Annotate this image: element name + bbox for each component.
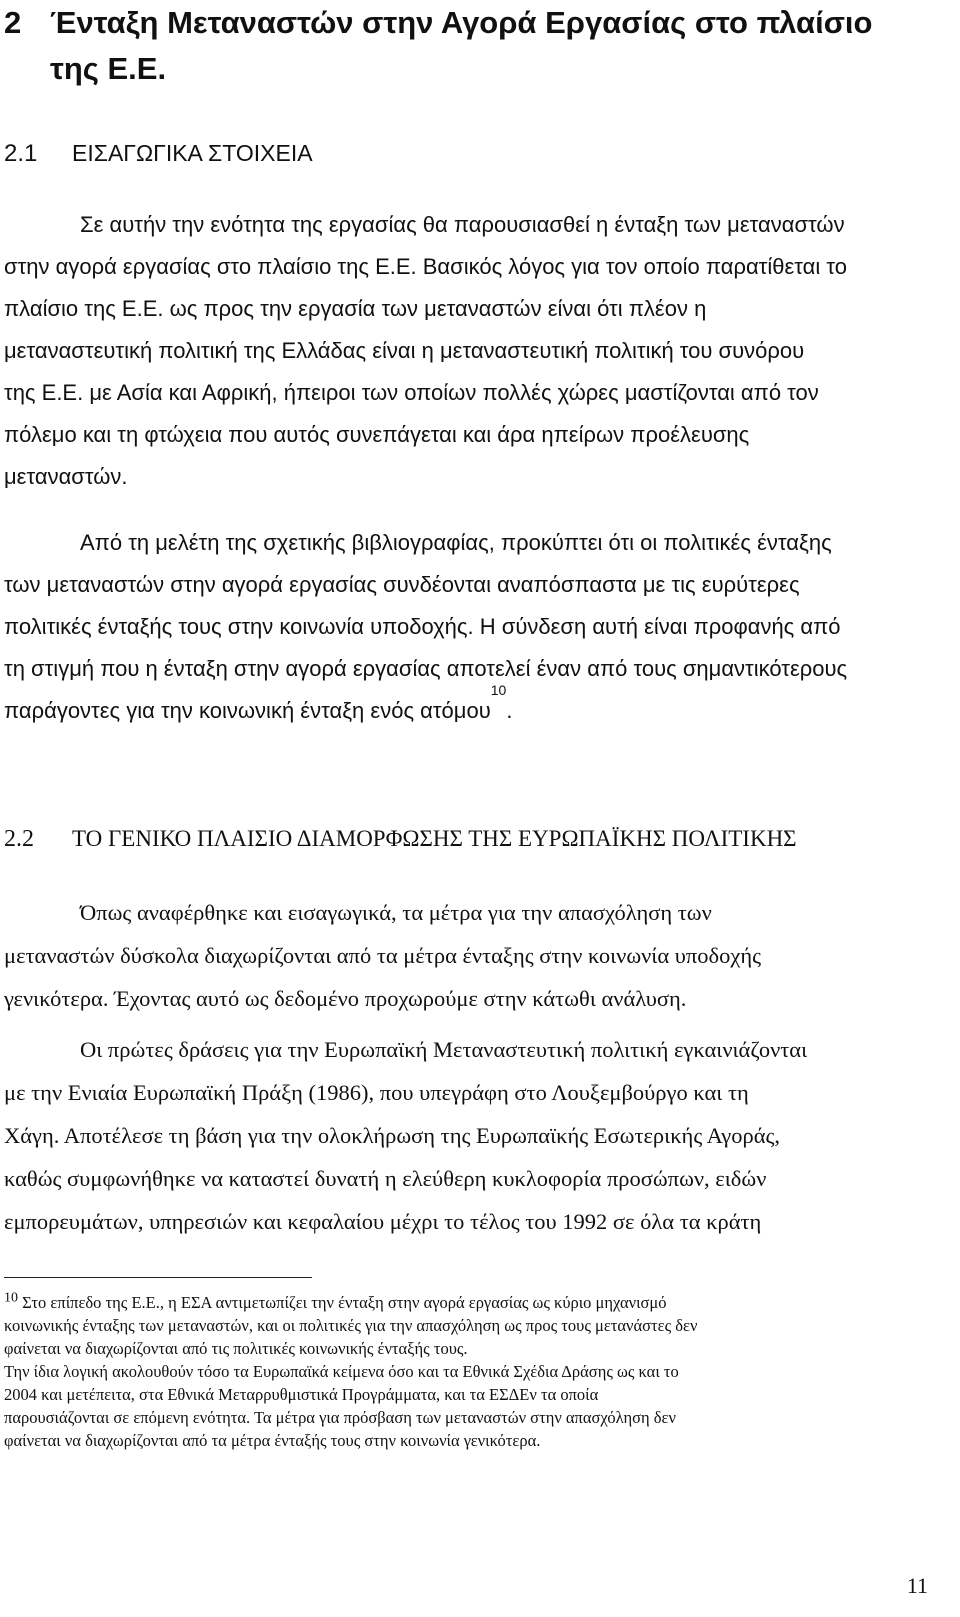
footnote-line: φαίνεται να διαχωρίζονται από τις πολιτικές κοινωνικής ένταξής τους.: [4, 1339, 468, 1358]
text-line: Από τη μελέτη της σχετικής βιβλιογραφίας, προκύπτει ότι οι πολιτικές ένταξης: [80, 530, 832, 555]
chapter-title-line-1: Ένταξη Μεταναστών στην Αγορά Εργασίας στο πλαίσιο: [50, 5, 873, 40]
section-title: ΤΟ ΓΕΝΙΚΟ ΠΛΑΙΣΙΟ ΔΙΑΜΟΡΦΩΣΗΣ ΤΗΣ ΕΥΡΩΠΑΪΚΗΣ ΠΟΛΙΤΙΚΗΣ: [72, 826, 797, 851]
text-line: πολιτικές ένταξής τους στην κοινωνία υποδοχής. Η σύνδεση αυτή είναι προφανής από: [4, 614, 841, 639]
text-line: με την Ενιαία Ευρωπαϊκή Πράξη (1986), που υπεγράφη στο Λουξεμβούργο και τη: [4, 1080, 749, 1105]
footnote-line: κοινωνικής ένταξης των μεταναστών, και οι πολιτικές για την απασχόληση ως προς τους μετανάστες δεν: [4, 1316, 698, 1335]
text-line: μεταναστών δύσκολα διαχωρίζονται από τα μέτρα ένταξης στην κοινωνία υποδοχής: [4, 943, 762, 968]
section-heading-2-1: [4, 140, 313, 168]
text-line: γενικότερα. Έχοντας αυτό ως δεδομένο προχωρούμε στην κάτωθι ανάλυση.: [4, 986, 687, 1011]
text-line: Χάγη. Αποτέλεσε τη βάση για την ολοκλήρωση της Ευρωπαϊκής Εσωτερικής Αγοράς,: [4, 1123, 781, 1148]
text-line: της Ε.Ε. με Ασία και Αφρική, ήπειροι των οποίων πολλές χώρες μαστίζονται από τον: [4, 380, 819, 405]
footnote: [4, 1291, 930, 1452]
text-line: Οι πρώτες δράσεις για την Ευρωπαϊκή Μεταναστευτική πολιτική εγκαινιάζονται: [80, 1037, 808, 1062]
text-line: των μεταναστών στην αγορά εργασίας συνδέονται αναπόσπαστα με τις ευρύτερες: [4, 572, 800, 597]
footnote-line: 2004 και μετέπειτα, στα Εθνικά Μεταρρυθμιστικά Προγράμματα, και τα ΕΣΔΕν τα οποία: [4, 1385, 599, 1404]
text-line: Όπως αναφέρθηκε και εισαγωγικά, τα μέτρα για την απασχόληση των: [80, 900, 712, 925]
text-line: παράγοντες για την κοινωνική ένταξη ενός ατόμου 10 .: [4, 690, 930, 732]
text-line: Σε αυτήν την ενότητα της εργασίας θα παρουσιασθεί η ένταξη των μεταναστών: [80, 212, 845, 237]
text-line: μεταναστευτική πολιτική της Ελλάδας είναι η μεταναστευτική πολιτική του συνόρου: [4, 338, 805, 363]
text-line: πλαίσιο της Ε.Ε. ως προς την εργασία των μεταναστών είναι ότι πλέον η: [4, 296, 707, 321]
chapter-title-line-2: της Ε.Ε.: [50, 51, 167, 86]
footnote-line: φαίνεται να διαχωρίζονται από τα μέτρα ένταξής τους στην κοινωνία γενικότερα.: [4, 1431, 541, 1450]
text-line: εμπορευμάτων, υπηρεσιών και κεφαλαίου μέχρι το τέλος του 1992 σε όλα τα κράτη: [4, 1209, 762, 1234]
section-number: 2.2: [4, 826, 34, 852]
footnote-line: $^{10}$ Στο επίπεδο της Ε.Ε., η ΕΣΑ αντιμετωπίζει την ένταξη στην αγορά εργασίας ως κύριο μηχανισμό: [4, 1290, 667, 1312]
section-number: 2.1: [4, 140, 38, 167]
footnote-separator: [4, 1277, 312, 1278]
text-line: πόλεμο και τη φτώχεια που αυτός συνεπάγεται και άρα ηπείρων προέλευσης: [4, 422, 750, 447]
footnote-line: παρουσιάζονται σε επόμενη ενότητα. Τα μέτρα για πρόσβαση των μεταναστών στην απασχόληση δεν: [4, 1408, 676, 1427]
chapter-number: 2: [4, 5, 22, 40]
paragraph-2-1-a: [4, 204, 930, 498]
text-line: στην αγορά εργασίας στο πλαίσιο της Ε.Ε. Βασικός λόγος για τον οποίο παρατίθεται το: [4, 254, 848, 279]
text-line: καθώς συμφωνήθηκε να καταστεί δυνατή η ελεύθερη κυκλοφορία προσώπων, ειδών: [4, 1166, 767, 1191]
text-line: μεταναστών.: [4, 464, 128, 489]
paragraph-2-2-b: [4, 1028, 930, 1243]
chapter-heading-line-1: [4, 0, 934, 46]
page-number: 11: [906, 1573, 928, 1598]
paragraph-2-2-a: [4, 891, 930, 1020]
paragraph-2-1-b: [4, 522, 930, 732]
section-title: ΕΙΣΑΓΩΓΙΚΑ ΣΤΟΙΧΕΙΑ: [72, 140, 313, 166]
section-heading-2-2: [4, 826, 797, 853]
footnote-marker: 10: [4, 1290, 18, 1306]
chapter-heading: [4, 0, 934, 92]
footnote-reference[interactable]: 10: [490, 682, 507, 698]
chapter-heading-line-2: [4, 46, 934, 92]
text-line: τη στιγμή που η ένταξη στην αγορά εργασίας αποτελεί έναν από τους σημαντικότερους: [4, 656, 848, 681]
footnote-line: Την ίδια λογική ακολουθούν τόσο τα Ευρωπαϊκά κείμενα όσο και τα Εθνικά Σχέδια Δράσης ως και το: [4, 1362, 679, 1381]
